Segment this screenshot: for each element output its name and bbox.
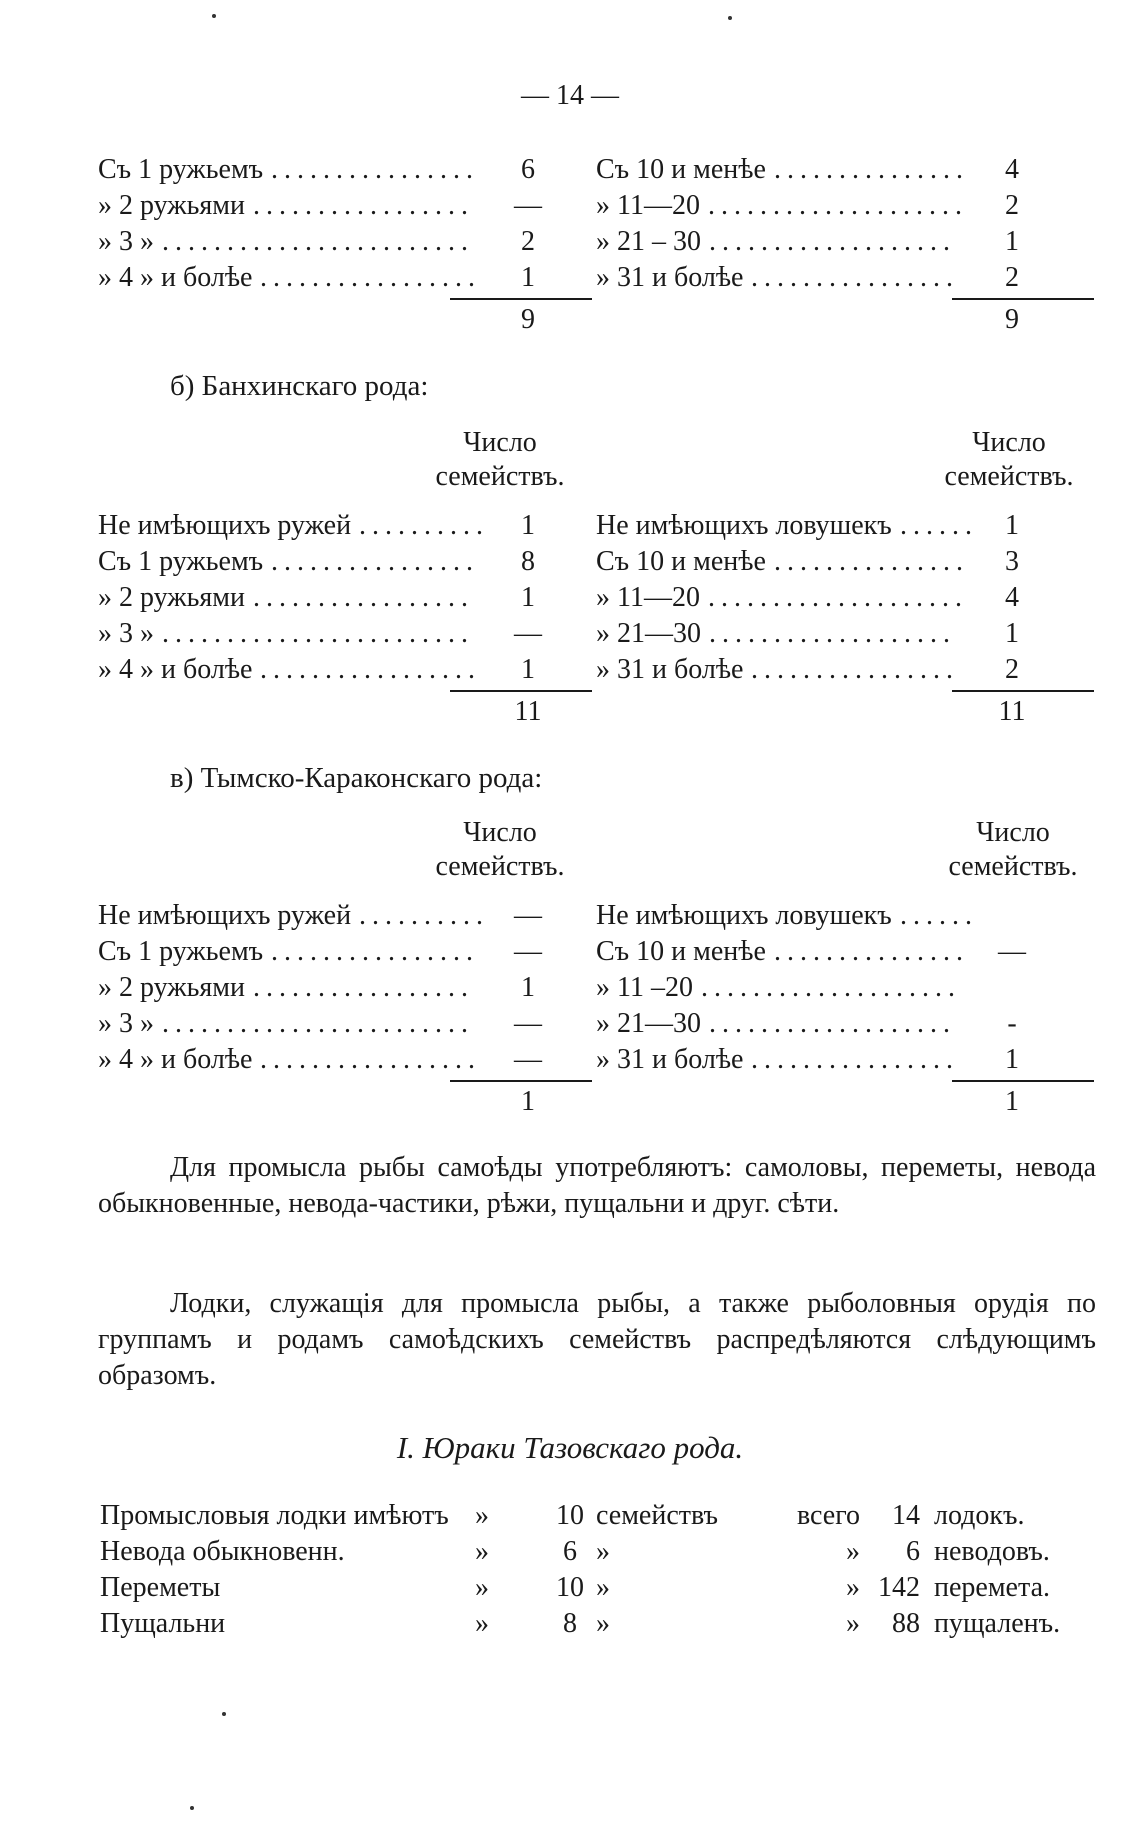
row-label: Съ 1 ружьемъ — [98, 546, 264, 577]
table-row — [596, 616, 1096, 652]
table-row — [596, 652, 1096, 688]
final-table-item: Промысловыя лодки имѣютъ — [100, 1500, 449, 1531]
row-label: Не имѣющихъ ловушекъ — [596, 510, 892, 541]
column-total: 9 — [1005, 304, 1019, 335]
sum-rule — [450, 690, 592, 692]
table-row — [596, 970, 1096, 1006]
row-label: » 4 » и болѣе — [98, 262, 253, 293]
row-label: » 31 и болѣе — [596, 654, 744, 685]
row-value: 4 — [1005, 582, 1019, 613]
print-speck — [212, 14, 216, 18]
table-row — [596, 188, 1096, 224]
table-row — [98, 652, 588, 688]
table-row — [98, 934, 588, 970]
header-line: семействъ. — [435, 461, 565, 492]
row-label: » 2 ружьями — [98, 582, 245, 613]
row-value: 1 — [521, 262, 535, 293]
table-row — [596, 152, 1096, 188]
table-row — [98, 188, 588, 224]
leader-dots: .................... — [708, 190, 968, 221]
header-line: семействъ. — [948, 851, 1078, 882]
row-value: 2 — [1005, 654, 1019, 685]
row-value: — — [514, 936, 542, 967]
row-label: Съ 1 ружьемъ — [98, 936, 264, 967]
final-table-count: 142 — [878, 1572, 920, 1603]
row-value: 3 — [1005, 546, 1019, 577]
row-label: » 3 » — [98, 226, 154, 257]
table-row — [596, 224, 1096, 260]
table-row — [596, 898, 1096, 934]
table-row — [98, 260, 588, 296]
table-row — [596, 934, 1096, 970]
leader-dots: ................ — [751, 262, 959, 293]
leader-dots: ................... — [709, 226, 956, 257]
row-label: » 21—30 — [596, 618, 701, 649]
row-value: 1 — [1005, 618, 1019, 649]
leader-dots: ................ — [271, 546, 479, 577]
final-table-unit1: » — [596, 1536, 610, 1567]
section-b-right-header — [924, 426, 1094, 494]
final-table-q1: » — [475, 1608, 489, 1639]
final-table-unit2: неводовъ. — [934, 1536, 1050, 1567]
section-c-right-header — [928, 816, 1098, 884]
leader-dots: ............... — [774, 546, 969, 577]
row-value: 1 — [521, 972, 535, 1003]
row-value: 2 — [521, 226, 535, 257]
final-table-families: 10 — [556, 1572, 584, 1603]
row-label: » 31 и болѣе — [596, 1044, 744, 1075]
leader-dots: ................ — [751, 1044, 959, 1075]
table-row — [596, 1006, 1096, 1042]
section-b-title: б) Банхинскаго рода: — [170, 370, 429, 402]
final-table-q1: » — [475, 1500, 489, 1531]
leader-dots: .................... — [708, 582, 968, 613]
final-table-q1: » — [475, 1572, 489, 1603]
row-value: 2 — [1005, 190, 1019, 221]
final-table-item: Переметы — [100, 1572, 221, 1603]
final-table-unit1: » — [596, 1608, 610, 1639]
leader-dots: ................. — [253, 582, 474, 613]
table-row — [98, 898, 588, 934]
final-table-unit1: » — [596, 1572, 610, 1603]
final-table-families: 10 — [556, 1500, 584, 1531]
final-table-unit2: лодокъ. — [934, 1500, 1025, 1531]
print-speck — [728, 16, 732, 20]
table-row — [98, 508, 588, 544]
row-label: Не имѣющихъ ружей — [98, 510, 352, 541]
row-value: — — [998, 936, 1026, 967]
final-table-count: 14 — [892, 1500, 920, 1531]
row-label: Съ 10 и менѣе — [596, 546, 766, 577]
leader-dots: ...... — [900, 510, 978, 541]
row-label: » 31 и болѣе — [596, 262, 744, 293]
row-value: 1 — [1005, 1044, 1019, 1075]
sum-rule — [450, 298, 592, 300]
row-value: 4 — [1005, 154, 1019, 185]
header-line: семействъ. — [435, 851, 565, 882]
table-row — [98, 970, 588, 1006]
leader-dots: ................... — [709, 1008, 956, 1039]
leader-dots: ................ — [751, 654, 959, 685]
row-label: » 21—30 — [596, 1008, 701, 1039]
print-speck — [190, 1806, 194, 1810]
final-table-unit2: пущаленъ. — [934, 1608, 1061, 1639]
sum-rule — [450, 1080, 592, 1082]
row-label: » 4 » и болѣе — [98, 1044, 253, 1075]
final-table-q2: » — [846, 1572, 860, 1603]
header-line: Число — [976, 817, 1050, 848]
row-value: 6 — [521, 154, 535, 185]
sum-rule — [952, 298, 1094, 300]
final-table-item: Невода обыкновенн. — [100, 1536, 345, 1567]
table-row — [596, 260, 1096, 296]
header-line: Число — [463, 427, 537, 458]
subsection-heading: I. Юраки Тазовскаго рода. — [396, 1430, 744, 1465]
table-row — [98, 1042, 588, 1078]
leader-dots: ................. — [260, 1044, 481, 1075]
header-line: семействъ. — [944, 461, 1074, 492]
page-number: — 14 — — [521, 80, 619, 111]
print-speck — [222, 1712, 226, 1716]
table-row — [98, 580, 588, 616]
section-c-left-header — [415, 816, 585, 884]
row-value: 1 — [1005, 510, 1019, 541]
column-total: 1 — [1005, 1086, 1019, 1117]
header-line: Число — [463, 817, 537, 848]
row-label: » 3 » — [98, 618, 154, 649]
final-table-q2: » — [846, 1608, 860, 1639]
leader-dots: ................. — [253, 972, 474, 1003]
row-value: 2 — [1005, 262, 1019, 293]
row-label: Съ 10 и менѣе — [596, 154, 766, 185]
row-label: » 2 ружьями — [98, 972, 245, 1003]
row-value: — — [514, 1008, 542, 1039]
row-label: » 11 –20 — [596, 972, 693, 1003]
leader-dots: ................. — [260, 654, 481, 685]
paragraph-fishing-gear: Для промысла рыбы самоѣды употребляютъ: самоловы, переметы, невода обыкновенные, невода-частики, рѣжи, пущальни и друг. сѣти. — [98, 1152, 1096, 1219]
table-row — [98, 152, 588, 188]
row-value: — — [514, 900, 542, 931]
column-total: 11 — [514, 696, 542, 727]
leader-dots: ........................ — [162, 618, 474, 649]
final-table-families: 8 — [563, 1608, 577, 1639]
leader-dots: ........................ — [162, 226, 474, 257]
column-total: 1 — [521, 1086, 535, 1117]
leader-dots: ................. — [260, 262, 481, 293]
row-value: 1 — [521, 654, 535, 685]
column-total: 11 — [998, 696, 1026, 727]
section-b-left-header — [415, 426, 585, 494]
row-label: Не имѣющихъ ловушекъ — [596, 900, 892, 931]
final-table-q2: » — [846, 1536, 860, 1567]
leader-dots: ................ — [271, 154, 479, 185]
row-value: 1 — [1005, 226, 1019, 257]
leader-dots: .......... — [359, 510, 489, 541]
final-table-q2: всего — [796, 1500, 860, 1531]
final-table-unit1: семействъ — [596, 1500, 718, 1531]
final-table-count: 6 — [906, 1536, 920, 1567]
row-value: - — [1007, 1008, 1017, 1039]
row-label: Не имѣющихъ ружей — [98, 900, 352, 931]
row-label: » 21 – 30 — [596, 226, 701, 257]
row-label: » 4 » и болѣе — [98, 654, 253, 685]
final-table-unit2: перемета. — [934, 1572, 1050, 1603]
table-row — [98, 544, 588, 580]
row-label: » 2 ружьями — [98, 190, 245, 221]
row-value: — — [514, 190, 542, 221]
leader-dots: ................ — [271, 936, 479, 967]
table-row — [596, 580, 1096, 616]
leader-dots: .......... — [359, 900, 489, 931]
final-table-families: 6 — [563, 1536, 577, 1567]
row-label: Съ 10 и менѣе — [596, 936, 766, 967]
leader-dots: ........................ — [162, 1008, 474, 1039]
table-row — [98, 616, 588, 652]
row-label: » 3 » — [98, 1008, 154, 1039]
sum-rule — [952, 690, 1094, 692]
row-value: 1 — [521, 582, 535, 613]
leader-dots: ................... — [709, 618, 956, 649]
sum-rule — [952, 1080, 1094, 1082]
row-label: Съ 1 ружьемъ — [98, 154, 264, 185]
table-row — [98, 1006, 588, 1042]
row-value: 8 — [521, 546, 535, 577]
leader-dots: ...... — [900, 900, 978, 931]
row-value: — — [514, 1044, 542, 1075]
final-table-count: 88 — [892, 1608, 920, 1639]
row-label: » 11—20 — [596, 582, 700, 613]
final-table-item: Пущальни — [100, 1608, 226, 1639]
final-table-q1: » — [475, 1536, 489, 1567]
table-row — [98, 224, 588, 260]
column-total: 9 — [521, 304, 535, 335]
table-row — [596, 508, 1096, 544]
table-row — [596, 1042, 1096, 1078]
table-row — [596, 544, 1096, 580]
leader-dots: ............... — [774, 154, 969, 185]
paragraph-boats-distribution: Лодки, служащія для промысла рыбы, а также рыболовныя орудія по группамъ и родамъ самоѣдскихъ семействъ распредѣляются слѣдующимъ образомъ. — [98, 1288, 1096, 1391]
row-value: — — [514, 618, 542, 649]
leader-dots: ................. — [253, 190, 474, 221]
header-line: Число — [972, 427, 1046, 458]
leader-dots: .................... — [701, 972, 961, 1003]
row-value: 1 — [521, 510, 535, 541]
leader-dots: ............... — [774, 936, 969, 967]
section-c-title: в) Тымско-Караконскаго рода: — [170, 762, 543, 794]
row-label: » 11—20 — [596, 190, 700, 221]
